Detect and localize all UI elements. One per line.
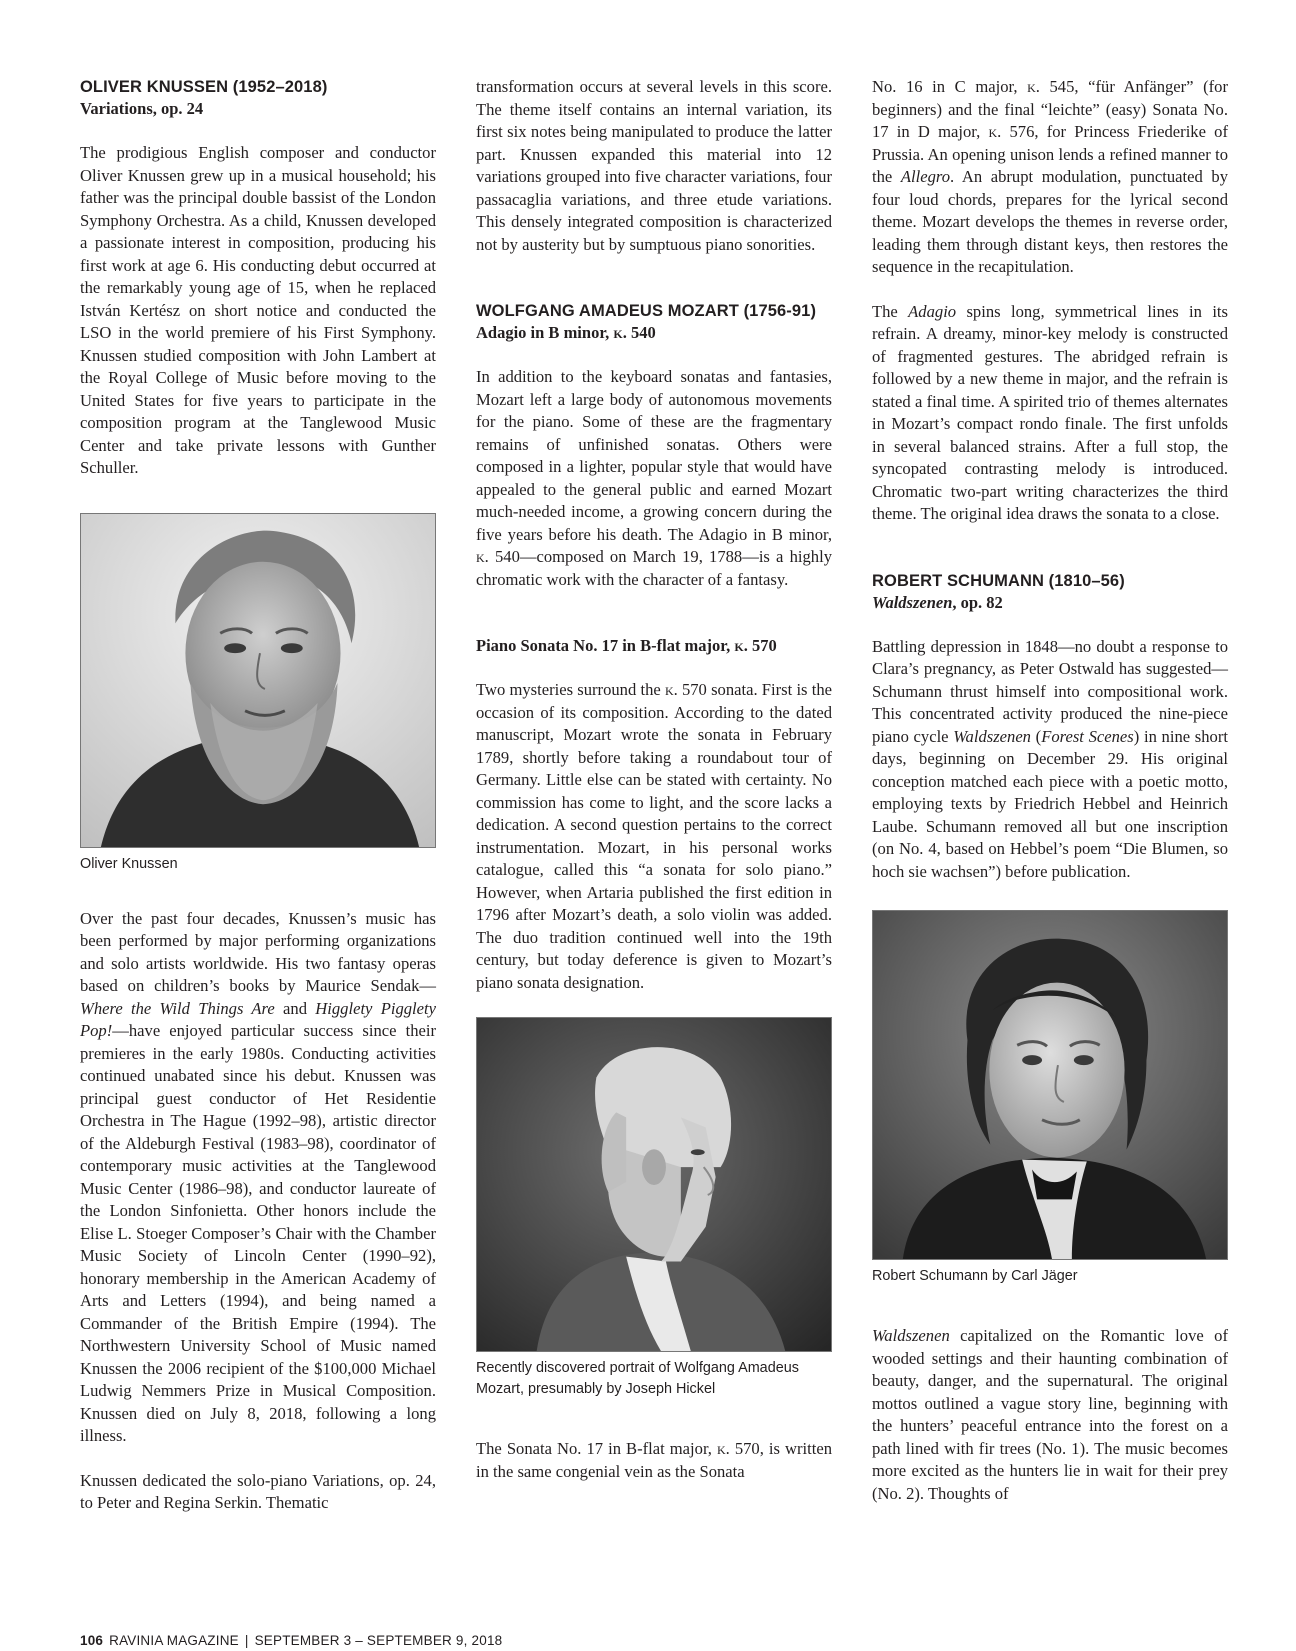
schumann-waldszenen-paragraph: Battling depression in 1848—no doubt a response to Clara’s pregnancy, as Peter Ostwald has suggested—Schumann thrust himself into compositional work. This concentrated activity produced the nine-piece piano cycle Waldszenen (Forest Scenes) in nine short days, beginning on December 29. His original conception matched each piece with a poetic motto, employing texts by Friedrich Hebbel and Heinrich Laube. Schumann removed all but one inscription (on No. 4, based on Hebbel’s poem “Die Blumen, so hoch sie wachsen”) before publication. [872,636,1228,881]
column-3 [872,76,1228,1505]
photo-caption-mozart: Recently discovered portrait of Wolfgang Amadeus Mozart, presumably by Joseph Hickel [476,1360,799,1397]
knussen-career-paragraph: Over the past four decades, Knussen’s music has been performed by major performing organizations and solo artists worldwide. His two fantasy operas based on children’s books by Maurice Sendak—Where the Wild Things Are and Higglety Pigglety Pop!—have enjoyed particular success since their premieres in the early 1980s. Conducting activities continued unabated since his debut. Knussen was principal guest conductor of Het Residentie Orchestra in The Hague (1992–98), artistic director of the Aldeburgh Festival (1983–98), coordinator of contemporary music activities at the Tanglewood Music Center (1986–98), and conductor laureate of the London Sinfonietta. Other honors include the Elise L. Stoeger Composer’s Chair with the Chamber Music Society of Lincoln Center (1990–92), honorary membership in the American Academy of Arts and Letters (1994), and being named a Commander of the British Empire (1994). The Northwestern University School of Music named Knussen the 2006 recipient of the $100,000 Michael Ludwig Nemmers Prize in Musical Composition. Knussen died on July 8, 2018, following a long illness. [80,908,436,1445]
mozart-sonata-paragraph: Two mysteries surround the k. 570 sonata. First is the occasion of its composition. According to the dated manuscript, Mozart wrote the sonata in February 1789, shortly before taking a roundabout tour of Germany. Little else can be stated with certainty. No commission has come to light, and the score lacks a dedication. A second question pertains to the correct instrumentation. Mozart, in his personal works catalogue, called this “a sonata for solo piano.” However, when Artaria published the first edition in 1796 after Mozart’s death, a solo violin was added. The duo tradition continued well into the 19th century, but today deference is given to Mozart’s piano sonata designation. [476,680,832,992]
column-2 [476,76,832,1483]
heading-mozart-adagio: Adagio in B minor, k. 540 [476,323,656,342]
photo-oliver-knussen [80,513,436,848]
column-1 [80,76,436,1515]
knussen-bio-paragraph: The prodigious English composer and conductor Oliver Knussen grew up in a musical household; his father was the principal double bassist of the London Symphony Orchestra. As a child, Knussen developed a passionate interest in composition, producing his first work at age 6. His conducting debut occurred at the remarkably young age of 15, when he replaced István Kertész on short notice and conducted the LSO in the world premiere of his First Symphony. Knussen studied composition with John Lambert at the Royal College of Music before moving to the United States for five years to participate in the composition program at the Tanglewood Music Center and take private lessons with Gunther Schuller. [80,143,436,477]
portrait-knussen-image [81,514,435,847]
page-footer [80,1633,502,1649]
photo-caption-schumann: Robert Schumann by Carl Jäger [872,1268,1078,1284]
heading-knussen: OLIVER KNUSSEN (1952–2018) [80,78,328,96]
photo-mozart-portrait [476,1017,832,1352]
heading-knussen-work: Variations, op. 24 [80,99,204,118]
mozart-adagio-rondo-paragraph: The Adagio spins long, symmetrical lines in its refrain. A dreamy, minor-key melody is constructed of fragmented gestures. The abridged refrain is followed by a new theme in major, and the refrain is stated a final time. A spirited trio of themes alternates in Mozart’s compact rondo finale. The first unfolds in several balanced strains. After a full stop, the syncopated contrasting melody is introduced. Chromatic two-part writing characterizes the third theme. The original idea draws the sonata to a close. [872,301,1229,523]
page-number: 106 [80,1633,104,1648]
publication-name: RAVINIA MAGAZINE [109,1633,239,1648]
footer-separator: | [244,1633,249,1648]
mozart-sonata-continued-col3: No. 16 in C major, k. 545, “für Anfänger” (for beginners) and the final “leichte” (easy) Sonata No. 17 in D major, k. 576, for Princess Friederike of Prussia. An opening unison lends a refined manner to the Allegro. An abrupt modulation, punctuated by four loud chords, prepares for the lyrical second theme. Mozart develops the themes in reverse order, leading them through distant keys, then restores the sequence in the recapitulation. [872,77,1228,276]
heading-mozart-sonata-17: Piano Sonata No. 17 in B-flat major, k. 570 [476,636,777,655]
portrait-schumann-image [873,911,1227,1259]
knussen-variations-paragraph: Knussen dedicated the solo-piano Variations, op. 24, to Peter and Regina Serkin. Thematic [80,1470,436,1512]
heading-schumann: ROBERT SCHUMANN (1810–56) [872,571,1125,590]
mozart-sonata-continued-paragraph: The Sonata No. 17 in B-flat major, k. 570, is written in the same congenial vein as the Sonata [476,1439,832,1481]
photo-caption-knussen: Oliver Knussen [80,855,178,872]
issue-dates: SEPTEMBER 3 – SEPTEMBER 9, 2018 [254,1633,503,1648]
heading-mozart: WOLFGANG AMADEUS MOZART (1756-91) [476,302,817,320]
photo-schumann-portrait [872,910,1228,1260]
knussen-variations-continued: transformation occurs at several levels in this score. The theme itself contains an internal variation, its first six notes being manipulated to produce the latter part. Knussen expanded this material into 12 variations grouped into five character variations, four passacaglia variations, and three etude variations. This densely integrated composition is characterized not by austerity but by sumptuous piano sonorities. [476,77,832,254]
schumann-waldszenen-story-paragraph: Waldszenen capitalized on the Romantic love of wooded settings and their haunting combination of beauty, danger, and the supernatural. The original mottos outlined a vague story line, beginning with the hunters’ peaceful entrance into the forest on a path lined with fir trees (No. 1). The music becomes more excited as the hunters lie in wait for their prey (No. 2). Thoughts of [872,1326,1228,1503]
portrait-mozart-image [477,1018,831,1351]
mozart-adagio-paragraph: In addition to the keyboard sonatas and fantasies, Mozart left a large body of autonomous movements for the piano. Some of these are the fragmentary remains of unfinished sonatas. Others were composed in a lighter, popular style that would have appealed to the general public and earned Mozart much-needed income, a growing concern during the five years before his death. The Adagio in B minor, k. 540—composed on March 19, 1788—is a highly chromatic work with the character of a fantasy. [476,367,832,589]
heading-schumann-work: Waldszenen, op. 82 [872,592,1003,612]
